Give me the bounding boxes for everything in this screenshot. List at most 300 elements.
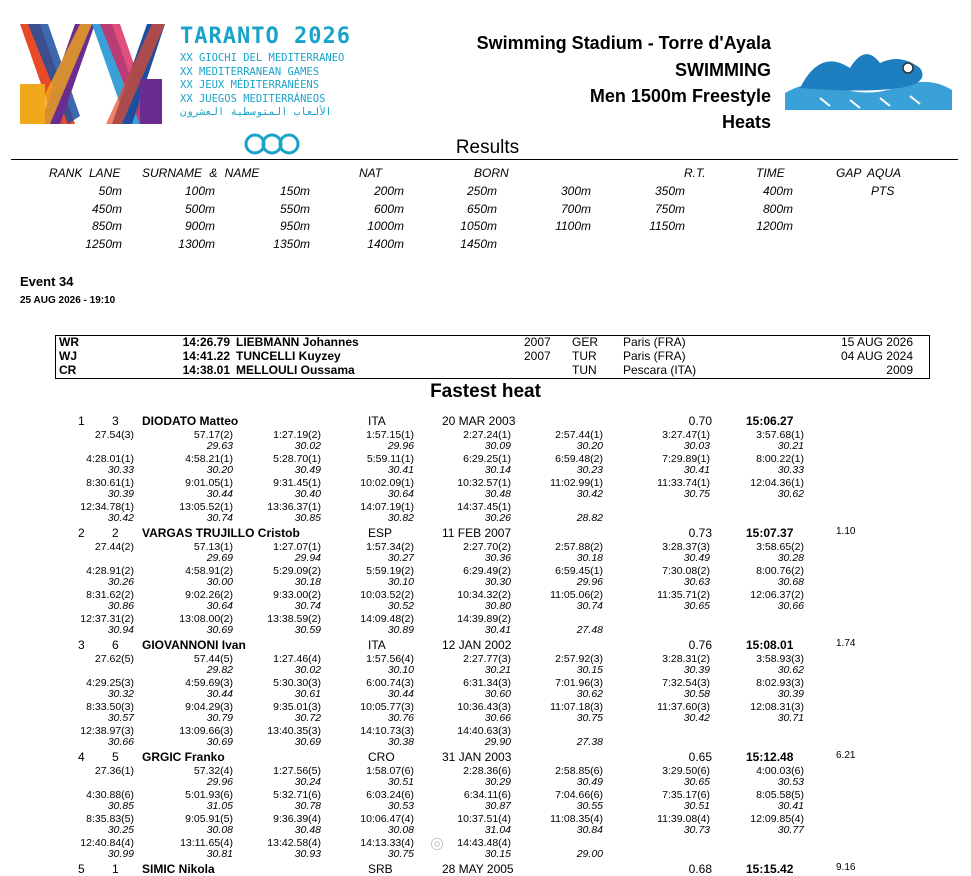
- lap-split: 30.15: [576, 664, 603, 676]
- mascot-icon: [780, 38, 955, 113]
- cumulative-split: 9:36.39(4): [273, 813, 321, 825]
- split-header: 1100m: [555, 219, 591, 233]
- lap-split: 30.09: [484, 440, 511, 452]
- cumulative-split: 4:28.01(1): [86, 453, 134, 465]
- cumulative-split: 9:35.01(3): [273, 701, 321, 713]
- lap-split: 30.77: [777, 824, 804, 836]
- cumulative-split: 5:59.19(2): [366, 565, 414, 577]
- cumulative-split: 7:32.54(3): [662, 677, 710, 689]
- lap-split: 30.44: [206, 688, 233, 700]
- cumulative-split: 57.17(2): [193, 429, 233, 441]
- record-date: 15 AUG 2026: [840, 335, 913, 349]
- lap-split: 30.41: [683, 464, 710, 476]
- cumulative-split: 1:27.56(5): [273, 765, 321, 777]
- record-holder: TUNCELLI Kuyzey: [236, 349, 341, 363]
- lap-split: 30.58: [683, 688, 710, 700]
- split-header: 350m: [654, 184, 685, 198]
- lap-split: 29.96: [387, 440, 414, 452]
- lap-split: 29.82: [206, 664, 233, 676]
- col-aqua: AQUA: [867, 166, 902, 180]
- split-header: 650m: [466, 202, 497, 216]
- athlete-nat: CRO: [368, 750, 395, 764]
- cumulative-split: 27.44(2): [94, 541, 134, 553]
- lap-split: 30.69: [294, 736, 321, 748]
- cumulative-split: 8:00.22(1): [756, 453, 804, 465]
- cumulative-split: 11:05.06(2): [550, 589, 603, 601]
- lap-split: 30.99: [107, 848, 134, 860]
- cumulative-split: 11:37.60(3): [657, 701, 710, 713]
- cumulative-split: 4:29.25(3): [86, 677, 134, 689]
- cumulative-split: 1:27.19(2): [273, 429, 321, 441]
- lap-split: 29.90: [484, 736, 511, 748]
- cumulative-split: 13:09.66(3): [179, 725, 233, 737]
- cumulative-split: 14:40.63(3): [457, 725, 511, 737]
- lap-split: 29.96: [576, 576, 603, 588]
- cumulative-split: 7:29.89(1): [662, 453, 710, 465]
- col-born: BORN: [474, 166, 509, 180]
- record-date: 04 AUG 2024: [840, 349, 913, 363]
- athlete-rank: 3: [78, 638, 85, 652]
- lap-split: 30.72: [294, 712, 321, 724]
- cumulative-split: 11:39.08(4): [657, 813, 710, 825]
- lap-split: 30.52: [387, 600, 414, 612]
- lap-split: 30.10: [387, 576, 414, 588]
- split-header: 400m: [762, 184, 793, 198]
- athlete-time: 15:12.48: [746, 750, 794, 764]
- lap-split: 30.66: [107, 736, 134, 748]
- split-header: 750m: [654, 202, 685, 216]
- lap-split: 30.20: [576, 440, 603, 452]
- cumulative-split: 5:28.70(1): [273, 453, 321, 465]
- cumulative-split: 12:34.78(1): [80, 501, 134, 513]
- cumulative-split: 5:01.93(6): [185, 789, 233, 801]
- col-nat: NAT: [359, 166, 383, 180]
- lap-split: 30.18: [576, 552, 603, 564]
- record-time: 14:41.22: [182, 349, 230, 363]
- athlete-time: 15:15.42: [746, 862, 794, 876]
- cumulative-split: 13:08.00(2): [179, 613, 233, 625]
- cumulative-split: 9:02.26(2): [185, 589, 233, 601]
- cumulative-split: 8:05.58(5): [756, 789, 804, 801]
- split-header: 500m: [184, 202, 215, 216]
- lap-split: 30.41: [484, 624, 511, 636]
- lap-split: 29.96: [206, 776, 233, 788]
- logo-line: الألعاب المتوسطية العشرون: [180, 106, 332, 118]
- cumulative-split: 6:00.74(3): [366, 677, 414, 689]
- lap-split: 30.85: [107, 800, 134, 812]
- cumulative-split: 13:11.65(4): [180, 837, 233, 849]
- record-nat: TUN: [572, 363, 597, 377]
- cumulative-split: 1:58.07(6): [366, 765, 414, 777]
- split-header: 700m: [560, 202, 591, 216]
- cumulative-split: 9:01.05(1): [185, 477, 233, 489]
- athlete-lane: 6: [112, 638, 119, 652]
- cumulative-split: 7:35.17(6): [662, 789, 710, 801]
- lap-split: 30.64: [387, 488, 414, 500]
- record-type: WJ: [59, 349, 77, 363]
- record-type: WR: [59, 335, 79, 349]
- split-header: 150m: [279, 184, 310, 198]
- lap-split: 30.36: [484, 552, 511, 564]
- split-header: 450m: [91, 202, 122, 216]
- cumulative-split: 11:35.71(2): [657, 589, 710, 601]
- cumulative-split: 10:06.47(4): [360, 813, 414, 825]
- lap-split: 27.38: [576, 736, 603, 748]
- lap-split: 30.28: [777, 552, 804, 564]
- athlete-rank: 1: [78, 414, 85, 428]
- lap-split: 30.53: [777, 776, 804, 788]
- lap-split: 30.27: [387, 552, 414, 564]
- athlete-name: GIOVANNONI Ivan: [142, 638, 246, 652]
- split-header: 1200m: [756, 219, 793, 233]
- lap-split: 27.48: [576, 624, 603, 636]
- lap-split: 30.20: [206, 464, 233, 476]
- cumulative-split: 57.32(4): [193, 765, 233, 777]
- cumulative-split: 6:29.25(1): [463, 453, 511, 465]
- lap-split: 30.59: [294, 624, 321, 636]
- cumulative-split: 14:43.48(4): [457, 837, 511, 849]
- cumulative-split: 27.54(3): [94, 429, 134, 441]
- cumulative-split: 2:58.85(6): [555, 765, 603, 777]
- split-header: 250m: [466, 184, 497, 198]
- lap-split: 30.53: [387, 800, 414, 812]
- lap-split: 30.25: [107, 824, 134, 836]
- split-header: 850m: [91, 219, 122, 233]
- lap-split: 30.15: [484, 848, 511, 860]
- cumulative-split: 14:07.19(1): [360, 501, 414, 513]
- record-place: Pescara (ITA): [623, 363, 697, 377]
- split-header: 1150m: [649, 219, 685, 233]
- lap-split: 30.75: [576, 712, 603, 724]
- cumulative-split: 12:04.36(1): [750, 477, 804, 489]
- split-header: 300m: [560, 184, 591, 198]
- lap-split: 30.69: [206, 624, 233, 636]
- lap-split: 30.33: [777, 464, 804, 476]
- cumulative-split: 9:04.29(3): [185, 701, 233, 713]
- split-header: 50m: [98, 184, 122, 198]
- athlete-lane: 2: [112, 526, 119, 540]
- athlete-name: GRGIC Franko: [142, 750, 225, 764]
- results-title: Results: [455, 137, 520, 158]
- lap-split: 30.33: [107, 464, 134, 476]
- split-header: 1050m: [460, 219, 497, 233]
- lap-split: 30.69: [206, 736, 233, 748]
- cumulative-split: 4:00.03(6): [756, 765, 804, 777]
- cumulative-split: 8:30.61(1): [86, 477, 134, 489]
- sport-title: SWIMMING: [675, 60, 771, 80]
- record-born: 2007: [524, 335, 551, 349]
- cumulative-split: 4:28.91(2): [86, 565, 134, 577]
- cumulative-split: 10:34.32(2): [457, 589, 511, 601]
- lap-split: 30.02: [294, 664, 321, 676]
- cumulative-split: 1:27.07(1): [273, 541, 321, 553]
- logo-subtitles: [180, 52, 344, 120]
- lap-split: 30.00: [206, 576, 233, 588]
- athlete-gap: 1.74: [836, 638, 856, 649]
- lap-split: 30.51: [387, 776, 414, 788]
- lap-split: 30.55: [576, 800, 603, 812]
- logo-title: TARANTO 2026: [180, 24, 351, 49]
- lap-split: 30.94: [107, 624, 134, 636]
- lap-split: 29.69: [206, 552, 233, 564]
- record-date: 2009: [886, 363, 913, 377]
- lap-split: 30.68: [777, 576, 804, 588]
- cumulative-split: 2:28.36(6): [463, 765, 511, 777]
- col-name: SURNAME & NAME: [142, 166, 260, 180]
- lap-split: 30.23: [576, 464, 603, 476]
- lap-split: 30.24: [294, 776, 321, 788]
- split-header: 1350m: [273, 237, 310, 251]
- lap-split: 29.00: [576, 848, 603, 860]
- cumulative-split: 6:31.34(3): [463, 677, 511, 689]
- cumulative-split: 4:58.21(1): [185, 453, 233, 465]
- cumulative-split: 7:30.08(2): [662, 565, 710, 577]
- lap-split: 30.26: [484, 512, 511, 524]
- lap-split: 30.39: [777, 688, 804, 700]
- record-time: 14:38.01: [182, 363, 230, 377]
- cumulative-split: 8:31.62(2): [86, 589, 134, 601]
- athlete-time: 15:07.37: [746, 526, 794, 540]
- cumulative-split: 12:37.31(2): [80, 613, 134, 625]
- athlete-gap: 1.10: [836, 526, 856, 537]
- lap-split: 30.80: [484, 600, 511, 612]
- cumulative-split: 13:42.58(4): [267, 837, 321, 849]
- lap-split: 30.38: [387, 736, 414, 748]
- cumulative-split: 11:02.99(1): [550, 477, 603, 489]
- lap-split: 30.10: [387, 664, 414, 676]
- lap-split: 30.74: [206, 512, 233, 524]
- logo-line: XX JEUX MÉDITERRANÉENS: [180, 79, 320, 91]
- col-aqua-pts: PTS: [871, 184, 895, 198]
- cumulative-split: 9:33.00(2): [273, 589, 321, 601]
- split-header: 800m: [762, 202, 793, 216]
- cumulative-split: 10:03.52(2): [360, 589, 414, 601]
- athlete-born: 28 MAY 2005: [442, 862, 514, 876]
- lap-split: 30.62: [777, 488, 804, 500]
- cumulative-split: 9:31.45(1): [273, 477, 321, 489]
- cumulative-split: 14:09.48(2): [360, 613, 414, 625]
- split-header: 600m: [373, 202, 404, 216]
- lap-split: 30.39: [683, 664, 710, 676]
- athlete-reaction-time: 0.76: [688, 638, 712, 652]
- split-header: 950m: [279, 219, 310, 233]
- lap-split: 30.86: [107, 600, 134, 612]
- lap-split: 30.85: [294, 512, 321, 524]
- lap-split: 30.03: [683, 440, 710, 452]
- split-header: 200m: [373, 184, 404, 198]
- athlete-name: VARGAS TRUJILLO Cristob: [142, 526, 300, 540]
- record-holder: MELLOULI Oussama: [236, 363, 355, 377]
- cumulative-split: 3:27.47(1): [662, 429, 710, 441]
- lap-split: 30.08: [206, 824, 233, 836]
- athlete-born: 20 MAR 2003: [442, 414, 516, 428]
- cumulative-split: 27.36(1): [94, 765, 134, 777]
- athlete-time: 15:08.01: [746, 638, 794, 652]
- split-header: 900m: [184, 219, 215, 233]
- col-rt: R.T.: [684, 166, 706, 180]
- cumulative-split: 12:06.37(2): [750, 589, 804, 601]
- cumulative-split: 2:57.88(2): [555, 541, 603, 553]
- col-lane: LANE: [89, 166, 121, 180]
- event-title: Men 1500m Freestyle: [589, 86, 771, 106]
- cumulative-split: 14:13.33(4): [360, 837, 414, 849]
- lap-split: 30.39: [107, 488, 134, 500]
- cumulative-split: 5:30.30(3): [273, 677, 321, 689]
- cumulative-split: 14:10.73(3): [360, 725, 414, 737]
- athlete-rank: 5: [78, 862, 85, 876]
- cumulative-split: 3:58.93(3): [756, 653, 804, 665]
- lap-split: 30.42: [576, 488, 603, 500]
- col-gap: GAP: [836, 166, 862, 180]
- split-header: 100m: [184, 184, 215, 198]
- lap-split: 30.30: [484, 576, 511, 588]
- cumulative-split: 2:27.70(2): [463, 541, 511, 553]
- lap-split: 30.08: [387, 824, 414, 836]
- split-header: 1300m: [178, 237, 215, 251]
- cumulative-split: 13:36.37(1): [267, 501, 321, 513]
- cumulative-split: 1:57.15(1): [366, 429, 414, 441]
- athlete-nat: ITA: [368, 638, 386, 652]
- lap-split: 30.21: [777, 440, 804, 452]
- cumulative-split: 2:57.44(1): [555, 429, 603, 441]
- lap-split: 30.41: [777, 800, 804, 812]
- lap-split: 30.48: [484, 488, 511, 500]
- cumulative-split: 10:37.51(4): [457, 813, 511, 825]
- cumulative-split: 2:27.77(3): [463, 653, 511, 665]
- athlete-reaction-time: 0.70: [688, 414, 712, 428]
- cumulative-split: 8:00.76(2): [756, 565, 804, 577]
- col-time: TIME: [756, 166, 785, 180]
- lap-split: 30.48: [294, 824, 321, 836]
- lap-split: 30.93: [294, 848, 321, 860]
- lap-split: 30.75: [683, 488, 710, 500]
- athlete-nat: ESP: [368, 526, 393, 540]
- lap-split: 30.44: [387, 688, 414, 700]
- cumulative-split: 27.62(5): [94, 653, 134, 665]
- lap-split: 30.14: [484, 464, 511, 476]
- cumulative-split: 13:40.35(3): [267, 725, 321, 737]
- record-type: CR: [59, 363, 77, 377]
- lap-split: 30.73: [683, 824, 710, 836]
- cumulative-split: 3:28.31(2): [662, 653, 710, 665]
- lap-split: 30.41: [387, 464, 414, 476]
- venue-title: Swimming Stadium - Torre d'Ayala: [476, 33, 771, 53]
- logo-line: XX GIOCHI DEL MEDITERRANEO: [180, 52, 345, 64]
- lap-split: 30.21: [484, 664, 511, 676]
- lap-split: 29.94: [294, 552, 321, 564]
- lap-split: 30.60: [484, 688, 511, 700]
- athlete-time: 15:06.27: [746, 414, 794, 428]
- cumulative-split: 3:29.50(6): [662, 765, 710, 777]
- games-logo-mark: [20, 24, 165, 124]
- lap-split: 30.02: [294, 440, 321, 452]
- cumulative-split: 8:33.50(3): [86, 701, 134, 713]
- lap-split: 30.49: [683, 552, 710, 564]
- record-nat: GER: [572, 335, 599, 349]
- record-time: 14:26.79: [182, 335, 230, 349]
- cumulative-split: 14:39.89(2): [457, 613, 511, 625]
- logo-line: XX MEDITERRANEAN GAMES: [180, 65, 320, 78]
- cumulative-split: 6:03.24(6): [366, 789, 414, 801]
- lap-split: 30.49: [294, 464, 321, 476]
- cumulative-split: 7:01.96(3): [555, 677, 603, 689]
- athlete-born: 12 JAN 2002: [442, 638, 512, 652]
- lap-split: 30.87: [484, 800, 511, 812]
- cumulative-split: 4:30.88(6): [86, 789, 134, 801]
- athlete-born: 31 JAN 2003: [442, 750, 512, 764]
- split-header: 1450m: [460, 237, 497, 251]
- cumulative-split: 5:29.09(2): [273, 565, 321, 577]
- lap-split: 30.66: [484, 712, 511, 724]
- col-rank: RANK: [49, 166, 83, 180]
- split-header: 550m: [279, 202, 310, 216]
- cumulative-split: 8:35.83(5): [86, 813, 134, 825]
- athlete-lane: 3: [112, 414, 119, 428]
- cumulative-split: 3:28.37(3): [662, 541, 710, 553]
- lap-split: 30.75: [387, 848, 414, 860]
- cumulative-split: 11:07.18(3): [550, 701, 603, 713]
- split-header: 1400m: [367, 237, 404, 251]
- cumulative-split: 6:59.48(2): [555, 453, 603, 465]
- lap-split: 30.65: [683, 776, 710, 788]
- lap-split: 31.04: [484, 824, 511, 836]
- athlete-reaction-time: 0.65: [688, 750, 712, 764]
- cumulative-split: 13:05.52(1): [179, 501, 233, 513]
- heat-title: Fastest heat: [430, 381, 541, 402]
- cumulative-split: 1:27.46(4): [273, 653, 321, 665]
- athlete-lane: 1: [112, 862, 119, 876]
- cumulative-split: 6:29.49(2): [463, 565, 511, 577]
- lap-split: 29.63: [206, 440, 233, 452]
- athlete-nat: ITA: [368, 414, 386, 428]
- cumulative-split: 9:05.91(5): [185, 813, 233, 825]
- cumulative-split: 5:32.71(6): [273, 789, 321, 801]
- cumulative-split: 10:36.43(3): [457, 701, 511, 713]
- lap-split: 30.84: [576, 824, 603, 836]
- cumulative-split: 6:34.11(6): [463, 789, 511, 801]
- lap-split: 30.64: [206, 600, 233, 612]
- athlete-gap: 9.16: [836, 862, 856, 873]
- lap-split: 30.51: [683, 800, 710, 812]
- athlete-nat: SRB: [368, 862, 393, 876]
- lap-split: 30.44: [206, 488, 233, 500]
- cumulative-split: 10:32.57(1): [457, 477, 511, 489]
- phase-title: Heats: [721, 112, 771, 132]
- event-number: Event 34: [20, 274, 74, 289]
- cumulative-split: 10:05.77(3): [360, 701, 414, 713]
- cumulative-split: 12:38.97(3): [80, 725, 134, 737]
- split-header: 1250m: [85, 237, 122, 251]
- lap-split: 30.42: [683, 712, 710, 724]
- cumulative-split: 13:38.59(2): [267, 613, 321, 625]
- athlete-lane: 5: [112, 750, 119, 764]
- lap-split: 30.76: [387, 712, 414, 724]
- logo-line: XX JUEGOS MEDITERRÁNEOS: [180, 92, 326, 105]
- cumulative-split: 6:59.45(1): [555, 565, 603, 577]
- cumulative-split: 3:57.68(1): [756, 429, 804, 441]
- lap-split: 30.71: [777, 712, 804, 724]
- cumulative-split: 3:58.65(2): [756, 541, 804, 553]
- lap-split: 30.40: [294, 488, 321, 500]
- record-nat: TUR: [572, 349, 597, 363]
- lap-split: 30.62: [777, 664, 804, 676]
- lap-split: 30.66: [777, 600, 804, 612]
- lap-split: 30.78: [294, 800, 321, 812]
- athlete-rank: 4: [78, 750, 85, 764]
- cumulative-split: 14:37.45(1): [457, 501, 511, 513]
- record-place: Paris (FRA): [623, 349, 686, 363]
- lap-split: 30.79: [206, 712, 233, 724]
